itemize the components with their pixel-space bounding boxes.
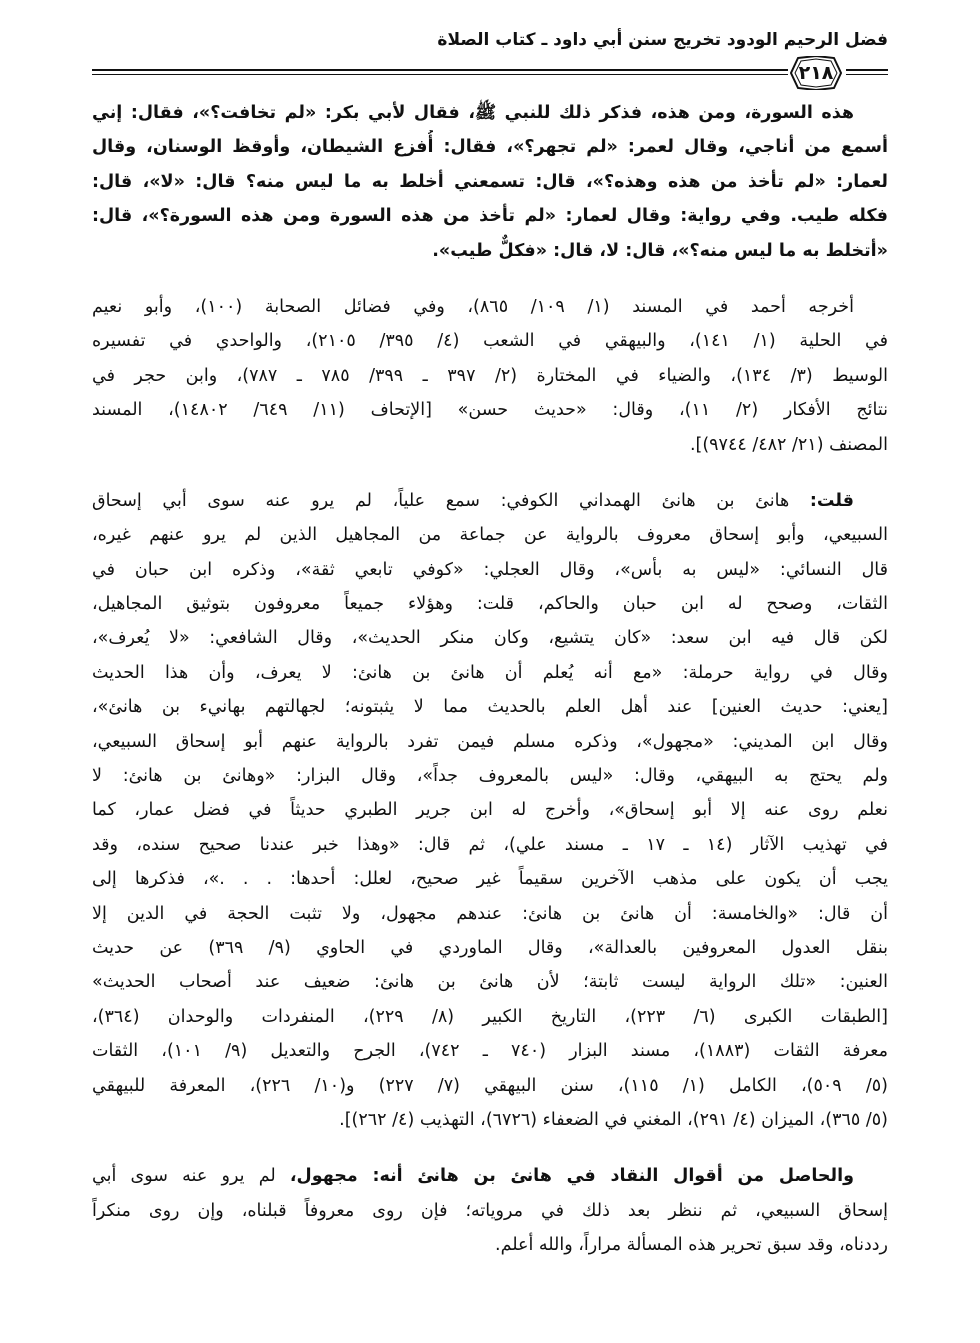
text-line <box>92 656 888 690</box>
header-rule <box>92 69 788 71</box>
page-number: ٢١٨ <box>798 62 834 84</box>
text-line <box>92 359 888 393</box>
text-segment: «أتخلط به ما ليس منه؟»، قال: لا، قال: «فكلٌّ طيب». <box>432 240 888 261</box>
page-number-badge <box>790 56 842 90</box>
text-segment: معرفة الثقات (١٨٨٣)، مسند البزار (٧٤٠ ـ ٧٤٢)، الجرح والتعديل (٩/ ١٠١)، الثقات <box>92 1041 888 1062</box>
text-line <box>92 587 888 621</box>
text-segment: المصنف (٢١/ ٤٨٢/ ٩٧٤٤)]. <box>689 434 888 455</box>
text-line <box>92 793 888 827</box>
text-line <box>92 1159 888 1193</box>
text-line <box>92 199 888 233</box>
text-line <box>92 1034 888 1068</box>
text-segment: أسمع من أناجي، وقال لعمر: «لم تجهر؟»، فقال: أُفزع الشيطان، وأوقظ الوسنان، وقال <box>92 137 888 158</box>
bold-text: قلت: <box>809 490 854 511</box>
text-line <box>92 553 888 587</box>
paragraph <box>92 290 888 462</box>
page-body <box>92 96 888 1285</box>
text-segment: أن قال: «والخامسة: أن هانئ بن هانئ: عندهم مجهول، ولا تثبت الحجة في الدين إلا <box>92 903 888 924</box>
text-line <box>92 862 888 896</box>
text-line <box>92 931 888 965</box>
text-line <box>92 1228 888 1262</box>
text-segment: نعلم روى عنه إلا أبو إسحاق»، وأخرج له ابن جرير الطبري حديثاً في فضل عمار، كما <box>92 800 888 821</box>
header-rule <box>846 74 888 75</box>
text-line <box>92 393 888 427</box>
text-segment: نتائج الأفكار (٢/ ١١)، وقال: «حديث حسن» [الإتحاف (١١/ ٦٤٩/ ١٤٨٠٢)، المسند <box>92 400 888 421</box>
text-segment: (٥/ ٥٠٩)، الكامل (١/ ١١٥)، سنن البيهقي (٧/ ٢٢٧) و(١٠/ ٢٢٦)، المعرفة للبيهقي <box>92 1075 888 1096</box>
header-rule <box>92 74 788 75</box>
text-line <box>92 965 888 999</box>
text-segment: هانئ بن هانئ الهمداني الكوفي: سمع علياً، لم يرو عنه سوى أبي إسحاق <box>92 490 810 511</box>
text-segment: فكله طيب. وفي رواية: وقال لعمار: «لم تأخذ من هذه السورة ومن هذه السورة؟»، قال: <box>92 206 888 227</box>
text-segment: وقال ابن المديني: «مجهول»، وذكره مسلم فيمن تفرد بالرواية عنهم أبو إسحاق السبيعي، <box>92 731 888 752</box>
text-line <box>92 96 888 130</box>
text-segment: هذه السورة، ومن هذه، فذكر ذلك للنبي ﷺ، فقال لأبي بكر: «لم تخافت؟»، فقال: إني <box>92 103 854 123</box>
text-segment: وقال في رواية حرملة: «مع أنه يُعلم أن هانئ بن هانئ: لا يعرف، وأن هذا الحديث <box>92 662 888 683</box>
text-line <box>92 234 888 268</box>
text-segment: لعمار: «لم تأخذ من هذه وهذه؟»، قال: تسمعني أخلط به ما ليس منه؟ قال: «لا»، قال: <box>92 171 888 192</box>
text-segment: لم يرو عنه سوى أبي <box>92 1166 290 1187</box>
text-segment: [الطبقات الكبرى (٦/ ٢٢٣)، التاريخ الكبير (٨/ ٢٢٩)، المنفردات والوحدان (٣٦٤)، <box>92 1006 888 1027</box>
text-line <box>92 1000 888 1034</box>
text-line <box>92 428 888 462</box>
text-segment: قال النسائي: «ليس به بأس»، وقال العجلي: «كوفي تابعي ثقة»، وذكره ابن حبان في <box>92 559 888 580</box>
text-segment: العنين: «تلك الرواية ليست ثابتة؛ لأن هانئ بن هانئ: ضعيف عند أصحاب الحديث» <box>92 972 888 993</box>
text-segment: لكن قال فيه ابن سعد: «كان يتشيع، وكان منكر الحديث»، وقال الشافعي: «لا يُعرف»، <box>92 628 888 649</box>
paragraph <box>92 96 888 268</box>
text-segment: الوسيط (٣/ ١٣٤)، والضياء في المختارة (٢/ ٣٩٧ ـ ٣٩٩/ ٧٨٥ ـ ٧٨٧)، وابن حجر في <box>92 365 888 386</box>
text-segment: (٥/ ٣٦٥)، الميزان (٤/ ٢٩١)، المغني في الضعفاء (٦٧٢٦)، التهذيب (٤/ ٢٦٢)]. <box>339 1109 888 1130</box>
text-line <box>92 324 888 358</box>
text-segment: السبيعي، وأبو إسحاق معروف بالرواية عن جماعة من المجاهيل الذين لم يرو عنهم غيره، <box>92 525 888 546</box>
text-segment: [يعني: حديث العنين] عند أهل العلم بالحديث مما لا يثبتونه؛ لجهالتهم بهانيء بن هانئ»، <box>92 697 888 718</box>
text-segment: في الحلية (١/ ١٤١)، والبيهقي في الشعب (٤/ ٣٩٥/ ٢١٠٥)، والواحدي في تفسيره <box>92 331 888 352</box>
text-line <box>92 1069 888 1103</box>
header-rule <box>846 69 888 71</box>
header-title: فضل الرحيم الودود تخريج سنن أبي داود ـ كتاب الصلاة <box>437 30 888 50</box>
text-line <box>92 725 888 759</box>
text-line <box>92 518 888 552</box>
text-line <box>92 1103 888 1137</box>
text-segment: رددناه، وقد سبق تحرير هذه المسألة مراراً، والله أعلم. <box>495 1235 888 1256</box>
text-line <box>92 828 888 862</box>
text-segment: ولم يحتج به البيهقي، وقال: «ليس بالمعروف جداً»، وقال البزار: «وهانئ بن هانئ: لا <box>92 766 888 787</box>
text-line <box>92 290 888 324</box>
text-segment: إسحاق السبيعي، ثم ننظر بعد ذلك في مروياته؛ فإن روى معروفاً قبلناه، وإن روى منكراً <box>92 1200 888 1221</box>
bold-text: والحاصل من أقوال النقاد في هانئ بن هانئ أنه: مجهول، <box>289 1166 854 1187</box>
text-line <box>92 621 888 655</box>
text-line <box>92 690 888 724</box>
text-segment: أخرجه أحمد في المسند (١/ ١٠٩/ ٨٦٥)، وفي فضائل الصحابة (١٠٠)، وأبو نعيم <box>92 296 854 317</box>
text-line <box>92 484 888 518</box>
text-line <box>92 897 888 931</box>
text-line <box>92 1194 888 1228</box>
text-segment: في تهذيب الآثار (١٤ ـ ١٧ ـ مسند علي)، ثم قال: «وهذا خبر عندنا صحيح سنده، وقد <box>92 834 888 855</box>
paragraph <box>92 1159 888 1262</box>
text-segment: الثقات، وصحح له ابن حبان والحاكم، قلت: وهؤلاء جميعاً معروفون بتوثيق المجاهيل، <box>92 594 888 615</box>
text-line <box>92 165 888 199</box>
text-line <box>92 130 888 164</box>
paragraph <box>92 484 888 1137</box>
text-line <box>92 759 888 793</box>
text-segment: يجب أن يكون على مذهب الآخرين سقيماً غير صحيح، لعلل: أحدها: . . .»، فذكرها إلى <box>92 869 888 890</box>
text-segment: بنقل العدول المعروفين بالعدالة»، وقال الماوردي في الحاوي (٩/ ٣٦٩) عن حديث <box>92 937 888 958</box>
